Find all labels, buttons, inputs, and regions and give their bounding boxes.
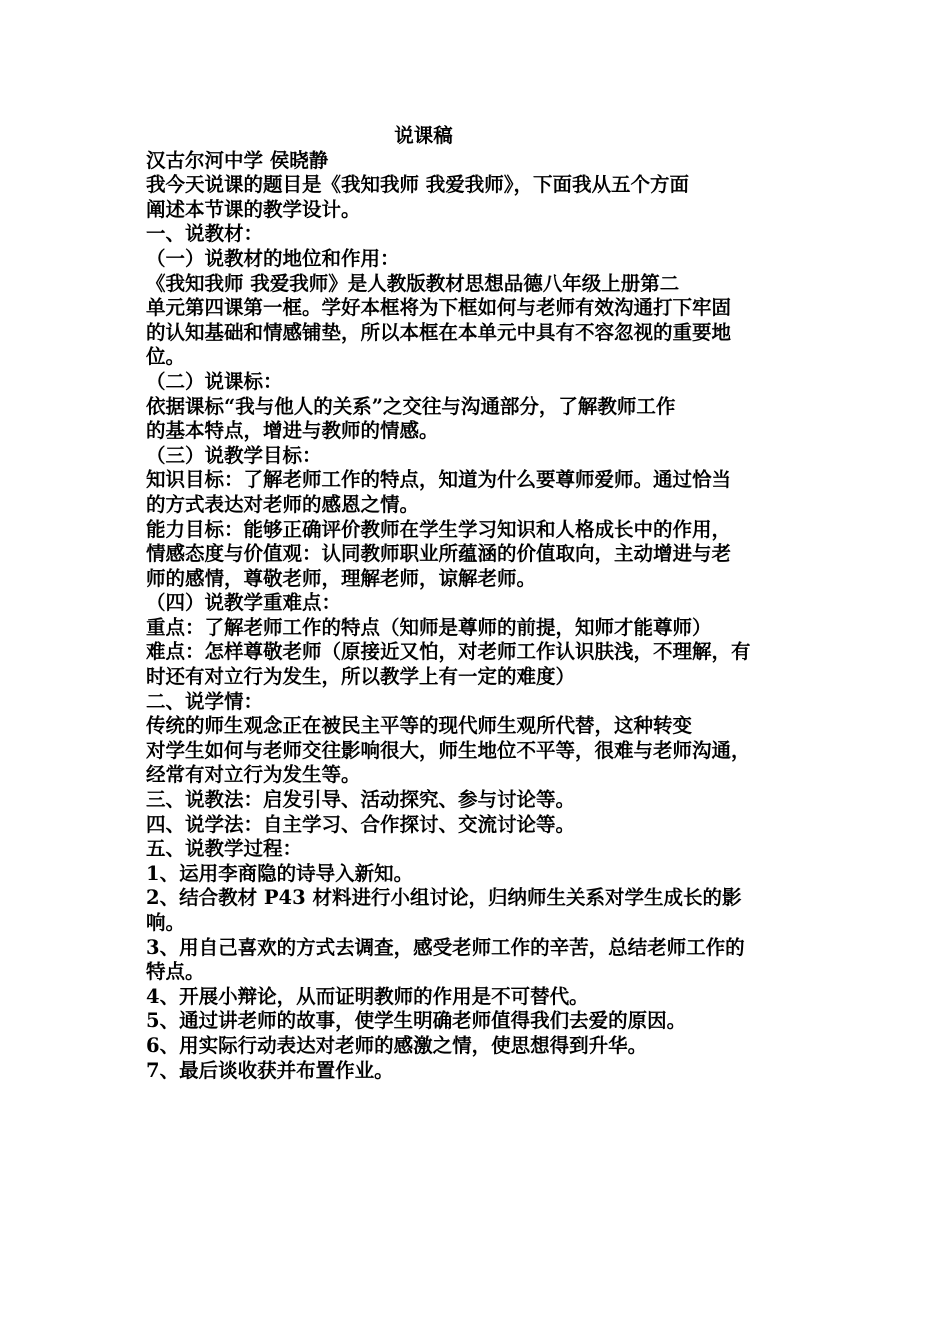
subsection-heading: （四）说教学重难点： [146,591,342,615]
section-heading: 三、说教法：启发引导、活动探究、参与讨论等。 [146,788,576,812]
list-item: 特点。 [146,960,205,984]
list-item: 3、用自己喜欢的方式去调查，感受老师工作的辛苦，总结老师工作的 [146,935,745,959]
list-item: 5、通过讲老师的故事，使学生明确老师值得我们去爱的原因。 [146,1009,687,1033]
paragraph-line: 传统的师生观念正在被民主平等的现代师生观所代替，这种转变 [146,714,693,738]
list-item: 7、最后谈收获并布置作业。 [146,1058,394,1082]
paragraph-line: 阐述本节课的教学设计。 [146,197,361,221]
paragraph-line: 时还有对立行为发生，所以教学上有一定的难度） [146,665,576,689]
document-title: 说课稿 [394,124,453,147]
paragraph-line: 《我知我师 我爱我师》是人教版教材思想品德八年级上册第二 [146,271,680,295]
paragraph-line: 的基本特点，增进与教师的情感。 [146,419,439,443]
paragraph-line: 位。 [146,345,186,369]
paragraph-line: 的方式表达对老师的感恩之情。 [146,492,420,516]
section-heading: 四、说学法：自主学习、合作探讨、交流讨论等。 [146,812,576,836]
paragraph-line: 经常有对立行为发生等。 [146,763,361,787]
subsection-heading: （一）说教材的地位和作用： [146,246,400,270]
section-heading: 一、说教材： [146,222,264,246]
subsection-heading: （二）说课标： [146,369,283,393]
paragraph-line: 师的感情，尊敬老师，理解老师，谅解老师。 [146,566,537,590]
paragraph-line: 单元第四课第一框。学好本框将为下框如何与老师有效沟通打下牢固 [146,296,732,320]
section-heading: 五、说教学过程： [146,837,303,861]
paragraph-line: 能力目标：能够正确评价教师在学生学习知识和人格成长中的作用， [146,517,732,541]
author-line: 汉古尔河中学 侯晓静 [146,148,329,172]
paragraph-line: 的认知基础和情感铺垫，所以本框在本单元中具有不容忽视的重要地 [146,320,732,344]
list-item: 6、用实际行动表达对老师的感激之情，使思想得到升华。 [146,1033,648,1057]
list-item: 响。 [146,911,186,934]
paragraph-line: 依据课标“我与他人的关系”之交往与沟通部分，了解教师工作 [146,394,676,418]
paragraph-line: 情感态度与价值观：认同教师职业所蕴涵的价值取向，主动增进与老 [146,542,732,566]
paragraph-line: 知识目标：了解老师工作的特点，知道为什么要尊师爱师。通过恰当 [146,468,732,492]
section-heading: 二、说学情： [146,689,264,713]
list-item: 2、结合教材 P43 材料进行小组讨论，归纳师生关系对学生成长的影 [146,886,742,910]
subsection-heading: （三）说教学目标： [146,443,322,467]
list-item: 1、运用李商隐的诗导入新知。 [146,861,414,885]
document-page [146,124,836,1083]
paragraph-line: 重点：了解老师工作的特点（知师是尊师的前提，知师才能尊师） [146,615,712,639]
paragraph-line: 难点：怎样尊敬老师（原接近又怕，对老师工作认识肤浅，不理解，有 [146,640,751,664]
list-item: 4、开展小辩论，从而证明教师的作用是不可替代。 [146,984,589,1008]
paragraph-line: 我今天说课的题目是《我知我师 我爱我师》，下面我从五个方面 [146,173,690,197]
paragraph-line: 对学生如何与老师交往影响很大，师生地位不平等，很难与老师沟通， [146,738,751,762]
